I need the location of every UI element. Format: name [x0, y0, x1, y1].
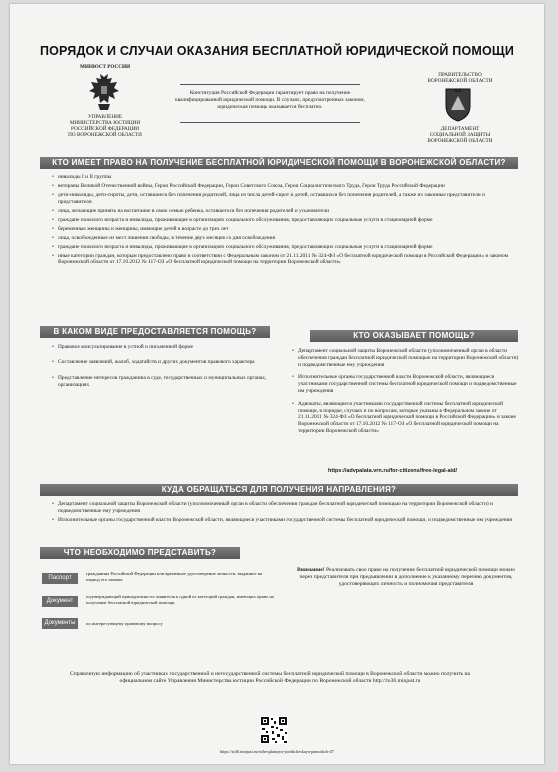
list-item: • Исполнительные органы государственной власти Воронежской области, являющиеся участниками государственной системы бесплатной юридической помощи и подведомственные им учреждения [292, 374, 520, 394]
qr-code [260, 716, 288, 744]
doc-label-passport: Паспорт [42, 573, 78, 584]
list-item: • Департамент социальной защиты Воронежской области (уполномоченный орган в области обеспечения граждан бесплатной юридической помощью на территории Воронежской области) и подведомственные ему учреждения [292, 348, 520, 368]
doc-label-documents: Документы [42, 618, 78, 629]
list-item: • Составление заявлений, жалоб, ходатайств и других документов правового характера [52, 359, 270, 366]
list-item: • Адвокаты, являющиеся участниками государственной системы бесплатной юридической помощи, в порядке, случаях и по вопросам, которые указаны в Федеральном законе от 21.11.2011 № 324-ФЗ «О бесплатной юридической помощи в Российской Федерации» и законе Воронежской области от 17.10.2012 № 117-ОЗ «О бесплатной юридической помощи на территории Воронежской области» [292, 401, 520, 435]
list-item: • иные категории граждан, которым предоставлено право в соответствии с Федеральным законом от 21.11.2011 № 324-ФЗ «О бесплатной юридической помощи в Российской Федерации» и законом Воронежской области от 17.10.2012 № 117-ОЗ «О бесплатной юридической помощи на территории Воронежской области» [52, 253, 518, 267]
list-item: • беременные женщины и женщины, имеющие детей в возрасте до трех лет [52, 226, 518, 233]
list-item: • лица, желающие принять на воспитание в свою семью ребенка, оставшегося без попечения родителей и усыновители [52, 208, 518, 215]
intro-top-rule [180, 84, 360, 85]
right-org-name: ДЕПАРТАМЕНТ СОЦИАЛЬНОЙ ЗАЩИТЫ ВОРОНЕЖСКОЙ ОБЛАСТИ [427, 126, 493, 144]
section-who-heading: КТО ИМЕЕТ ПРАВО НА ПОЛУЧЕНИЕ БЕСПЛАТНОЙ ЮРИДИЧЕСКОЙ ПОМОЩИ В ВОРОНЕЖСКОЙ ОБЛАСТИ? [40, 157, 518, 169]
reference-info: Справочную информацию об участниках государственной и негосударственной системы бесплатной юридической помощи в Воронежской области можно получить на официальном сайте Управления Министерства юстиции Российской Федерации по Воронежской области http://to36.minjust.ru [70, 671, 470, 684]
list-item: • Правовое консультирование в устной и письменной форме [52, 344, 270, 351]
double-eagle-emblem [86, 73, 122, 111]
attention-text: Реализовать свое право на получение бесплатной юридической помощи можно через представителя при предъявлении в дополнение к указанному перечню документов, удостоверяющих личность и полномочия представителя [299, 567, 515, 587]
list-item: • Департамент социальной защиты Воронежской области (уполномоченный орган в области обеспечения граждан бесплатной юридической помощью на территории Воронежской области) и подведомственные ему учреждения [52, 501, 518, 515]
help-forms-list [52, 344, 270, 392]
section-providers-heading: КТО ОКАЗЫВАЕТ ПОМОЩЬ? [310, 330, 518, 342]
section-where-heading: КУДА ОБРАЩАТЬСЯ ДЛЯ ПОЛУЧЕНИЯ НАПРАВЛЕНИЯ? [40, 484, 518, 496]
section-documents-heading: ЧТО НЕОБХОДИМО ПРЕДСТАВИТЬ? [40, 547, 240, 559]
doc-text-passport: гражданина Российской Федерации или временное удостоверение личности, выданное на период его замены [86, 571, 263, 582]
voronezh-coat-of-arms [443, 86, 473, 122]
left-org-name: УПРАВЛЕНИЕ МИНИСТЕРСТВА ЮСТИЦИИ РОССИЙСКОЙ ФЕДЕРАЦИИ ПО ВОРОНЕЖСКОЙ ОБЛАСТИ [68, 114, 142, 138]
list-item: • граждане пожилого возраста и инвалиды, проживающие в организациях социального обслуживания, предоставляющих социальные услуги в стационарной форме [52, 217, 518, 224]
eligible-list [52, 174, 518, 268]
list-item: • Представление интересов гражданина в суде, государственных и муниципальных органах, организациях [52, 375, 270, 390]
attention-label: Внимание! [297, 567, 325, 573]
page-url: https://to36.minjust.ru/ru/besplatnaya-yuridicheskaya-pomoshch-47 [220, 749, 334, 754]
intro-bottom-rule [180, 122, 360, 123]
list-item: • Исполнительные органы государственной власти Воронежской области, являющиеся участниками государственной системы бесплатной юридической помощи, и подведомственные им учреждения [52, 517, 518, 524]
right-org-top: ПРАВИТЕЛЬСТВО ВОРОНЕЖСКОЙ ОБЛАСТИ [427, 72, 493, 84]
list-item: • граждане пожилого возраста и инвалиды, проживающие в организациях социального обслуживания, предоставляющих социальные услуги в стационарной форме [52, 244, 518, 251]
section-form-heading: В КАКОМ ВИДЕ ПРЕДОСТАВЛЯЕТСЯ ПОМОЩЬ? [40, 326, 270, 338]
doc-text-documents: по интересующему правовому вопросу [86, 621, 163, 626]
attention-note [294, 567, 518, 588]
advpalata-link[interactable]: https://advpalata.vrn.ru/for-citizens/free-legal-aid/ [328, 468, 457, 474]
list-item: • лица, освобожденные из мест лишения свободы, в течение двух месяцев со дня освобождения [52, 235, 518, 242]
list-item: • инвалиды I и II группы [52, 174, 518, 181]
intro-text: Конституция Российской Федерации гарантирует право на получение квалифицированной юридической помощи. В случаях, предусмотренных законом, юридическая помощь оказывается бесплатно. [175, 90, 365, 110]
doc-label-proof: Документ [42, 596, 78, 607]
list-item: • ветераны Великой Отечественной войны, Герои Российской Федерации, Герои Советского Союза, Герои Социалистического Труда, Герои Труда Российской Федерации [52, 183, 518, 190]
where-list [52, 501, 518, 526]
doc-text-proof: подтверждающий принадлежность заявителя к одной из категорий граждан, имеющих право на получение бесплатной юридической помощи [86, 594, 274, 605]
poster-page [10, 4, 544, 764]
left-org-top: МИНЮСТ РОССИИ [79, 64, 131, 70]
page-title: ПОРЯДОК И СЛУЧАИ ОКАЗАНИЯ БЕСПЛАТНОЙ ЮРИДИЧЕСКОЙ ПОМОЩИ [39, 44, 515, 58]
list-item: • дети-инвалиды, дети-сироты, дети, оставшиеся без попечения родителей, лица из числа детей-сирот и детей, оставшихся без попечения родителей, а также их законные представители и представители [52, 192, 518, 206]
providers-list [292, 348, 520, 437]
